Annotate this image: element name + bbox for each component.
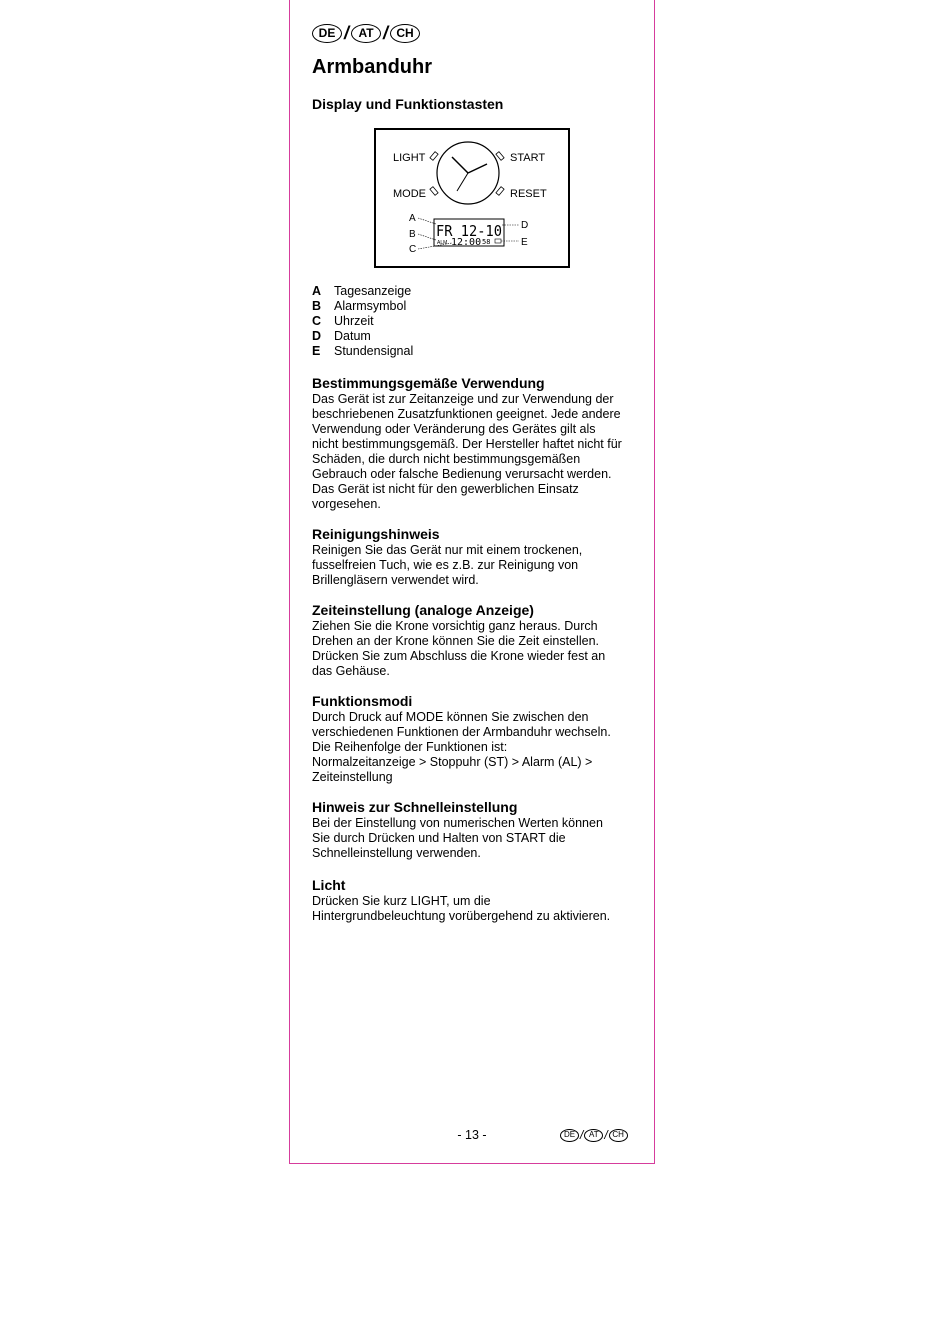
badge-separator: / xyxy=(604,1128,608,1142)
lcd-day-date: FR 12-10 xyxy=(436,222,502,240)
section-line: Sie durch Drücken und Halten von START die xyxy=(312,831,566,845)
diagram-legend xyxy=(312,284,642,359)
section-line: fusselfreien Tuch, wie es z.B. zur Reinigung von xyxy=(312,558,579,572)
reset-label: RESET xyxy=(510,188,547,200)
callout-e: E xyxy=(521,237,528,248)
legend-item xyxy=(312,284,642,299)
section-line: nicht bestimmungsgemäß. Der Hersteller haftet nicht für xyxy=(312,437,622,451)
section-line: Drücken Sie zum Abschluss die Krone wieder fest an xyxy=(312,649,606,663)
section-intended-use xyxy=(312,375,642,512)
section-line: verschiedenen Funktionen der Armbanduhr wechseln. xyxy=(312,725,611,739)
legend-item xyxy=(312,314,642,329)
legend-key: A xyxy=(312,284,322,298)
light-label: LIGHT xyxy=(393,152,426,164)
callout-d: D xyxy=(521,220,529,231)
legend-key: B xyxy=(312,299,322,313)
section-heading: Bestimmungsgemäße Verwendung xyxy=(312,375,545,391)
section-line: Durch Druck auf MODE können Sie zwischen den xyxy=(312,710,589,724)
section-heading: Zeiteinstellung (analoge Anzeige) xyxy=(312,602,534,618)
country-badge-de: DE xyxy=(560,1129,579,1142)
legend-key: E xyxy=(312,344,321,358)
lcd-alarm-symbol: ALM xyxy=(437,240,448,246)
callout-b: B xyxy=(409,229,416,240)
country-badges-footer xyxy=(560,1128,628,1142)
section-heading: Reinigungshinweis xyxy=(312,526,440,542)
section-function-modes xyxy=(312,693,642,785)
section-line: Drehen an der Krone können Sie die Zeit einstellen. xyxy=(312,634,599,648)
section-line: Reinigen Sie das Gerät nur mit einem trockenen, xyxy=(312,543,583,557)
section-line: Ziehen Sie die Krone vorsichtig ganz heraus. Durch xyxy=(312,619,598,633)
country-badges-header xyxy=(312,22,642,44)
callout-c: C xyxy=(409,244,417,255)
lcd-time: 12:00 xyxy=(451,237,482,248)
legend-label: Uhrzeit xyxy=(334,314,374,328)
section-line: Brillengläsern verwendet wird. xyxy=(312,573,479,587)
country-badge-at: AT xyxy=(584,1129,603,1142)
section-line: Das Gerät ist zur Zeitanzeige und zur Verwendung der xyxy=(312,392,614,406)
watch-diagram xyxy=(374,128,570,268)
section-cleaning xyxy=(312,526,642,588)
badge-separator: / xyxy=(344,22,350,43)
document-title: Armbanduhr xyxy=(312,56,432,78)
section-line: das Gehäuse. xyxy=(312,664,390,678)
country-badge-ch: CH xyxy=(609,1129,628,1142)
section-time-setting xyxy=(312,602,642,679)
lcd-seconds: 58 xyxy=(482,238,491,246)
section-heading: Funktionsmodi xyxy=(312,693,413,709)
section-line: Schäden, die durch nicht bestimmungsgemäßen xyxy=(312,452,581,466)
legend-label: Stundensignal xyxy=(334,344,414,358)
section-subtitle: Display und Funktionstasten xyxy=(312,96,504,112)
legend-key: D xyxy=(312,329,322,343)
section-heading: Hinweis zur Schnelleinstellung xyxy=(312,799,518,815)
badge-separator: / xyxy=(580,1128,584,1142)
country-badge-de: DE xyxy=(312,24,342,43)
section-line: Drücken Sie kurz LIGHT, um die xyxy=(312,894,491,908)
page-number: - 13 - xyxy=(457,1128,487,1142)
section-line: Schnelleinstellung verwenden. xyxy=(312,846,481,860)
section-line: Die Reihenfolge der Funktionen ist: xyxy=(312,740,508,754)
start-label: START xyxy=(510,152,546,164)
section-line: vorgesehen. xyxy=(312,497,381,511)
section-line: Verwendung oder Veränderung des Gerätes gilt als xyxy=(312,422,596,436)
mode-label: MODE xyxy=(393,188,426,200)
callout-a: A xyxy=(409,213,416,224)
section-line: Zeiteinstellung xyxy=(312,770,393,784)
section-quick-setting xyxy=(312,799,642,861)
section-line: Gebrauch oder falsche Bedienung verursacht werden. xyxy=(312,467,612,481)
section-line: Normalzeitanzeige > Stoppuhr (ST) > Alarm (AL) > xyxy=(312,755,593,769)
legend-label: Alarmsymbol xyxy=(334,299,407,313)
section-line: Hintergrundbeleuchtung vorübergehend zu aktivieren. xyxy=(312,909,611,923)
legend-key: C xyxy=(312,314,322,328)
section-line: Bei der Einstellung von numerischen Werten können xyxy=(312,816,603,830)
section-light xyxy=(312,877,642,924)
section-heading: Licht xyxy=(312,877,346,893)
country-badge-ch: CH xyxy=(390,24,420,43)
badge-separator: / xyxy=(383,22,389,43)
legend-item xyxy=(312,329,642,344)
section-line: beschriebenen Zusatzfunktionen geeignet. Jede andere xyxy=(312,407,621,421)
section-line: Das Gerät ist nicht für den gewerblichen Einsatz xyxy=(312,482,579,496)
legend-item xyxy=(312,344,642,359)
legend-label: Datum xyxy=(334,329,371,343)
legend-item xyxy=(312,299,642,314)
legend-label: Tagesanzeige xyxy=(334,284,412,298)
country-badge-at: AT xyxy=(351,24,381,43)
